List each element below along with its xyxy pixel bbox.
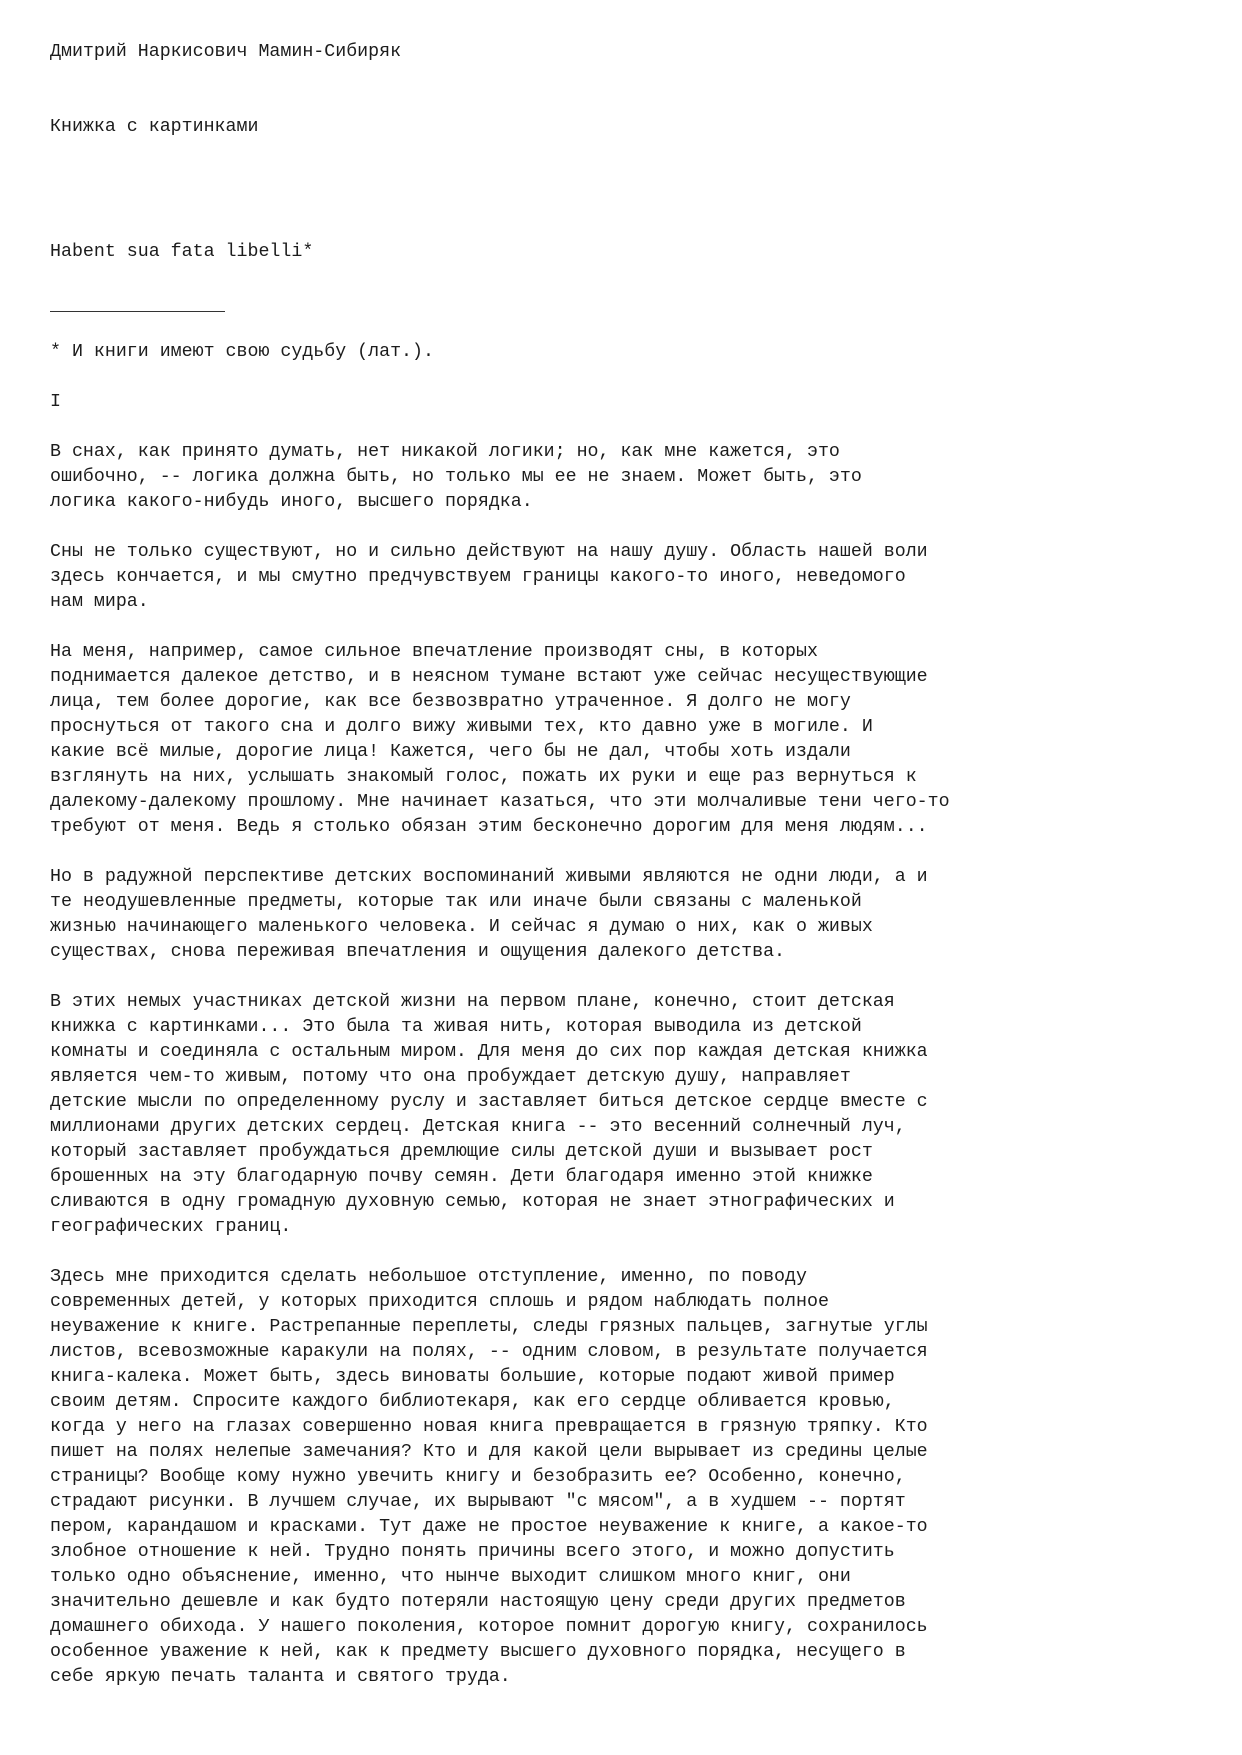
footnote-separator	[50, 311, 225, 312]
paragraph-line: ошибочно, -- логика должна быть, но только мы ее не знаем. Может быть, это	[50, 467, 862, 487]
paragraph	[50, 440, 862, 515]
paragraph-line: себе яркую печать таланта и святого труда.	[50, 1667, 511, 1687]
footnote: * И книги имеют свою судьбу (лат.).	[50, 342, 434, 362]
epigraph: Habent sua fata libelli*	[50, 242, 314, 262]
paragraph-line: поднимается далекое детство, и в неясном тумане встают уже сейчас несуществующие	[50, 667, 928, 687]
paragraph-line: является чем-то живым, потому что она пробуждает детскую душу, направляет	[50, 1067, 851, 1087]
paragraph-line: существах, снова переживая впечатления и ощущения далекого детства.	[50, 942, 786, 962]
paragraph-line: Сны не только существуют, но и сильно действуют на нашу душу. Область нашей воли	[50, 542, 928, 562]
paragraph-line: нам мира.	[50, 592, 149, 612]
paragraph-line: неуважение к книге. Растрепанные переплеты, следы грязных пальцев, загнутые углы	[50, 1317, 928, 1337]
paragraph-line: На меня, например, самое сильное впечатление производят сны, в которых	[50, 642, 818, 662]
paragraph	[50, 990, 928, 1240]
paragraph-line: детские мысли по определенному руслу и заставляет биться детское сердце вместе с	[50, 1092, 928, 1112]
paragraph-line: здесь кончается, и мы смутно предчувствуем границы какого-то иного, неведомого	[50, 567, 906, 587]
paragraph-line: злобное отношение к ней. Трудно понять причины всего этого, и можно допустить	[50, 1542, 895, 1562]
paragraph-line: Но в радужной перспективе детских воспоминаний живыми являются не одни люди, а и	[50, 867, 928, 887]
paragraph	[50, 1265, 928, 1690]
paragraph-line: своим детям. Спросите каждого библиотекаря, как его сердце обливается кровью,	[50, 1392, 895, 1412]
paragraph-line: пишет на полях нелепые замечания? Кто и для какой цели вырывает из средины целые	[50, 1442, 928, 1462]
paragraph-line: проснуться от такого сна и долго вижу живыми тех, кто давно уже в могиле. И	[50, 717, 873, 737]
paragraph-line: современных детей, у которых приходится сплошь и рядом наблюдать полное	[50, 1292, 829, 1312]
paragraph-line: жизнью начинающего маленького человека. И сейчас я думаю о них, как о живых	[50, 917, 873, 937]
paragraph-line: который заставляет пробуждаться дремлющие силы детской души и вызывает рост	[50, 1142, 873, 1162]
paragraph-line: миллионами других детских сердец. Детская книга -- это весенний солнечный луч,	[50, 1117, 906, 1137]
paragraph-line: комнаты и соединяла с остальным миром. Для меня до сих пор каждая детская книжка	[50, 1042, 928, 1062]
paragraph-line: брошенных на эту благодарную почву семян. Дети благодаря именно этой книжке	[50, 1167, 873, 1187]
paragraph-line: домашнего обихода. У нашего поколения, которое помнит дорогую книгу, сохранилось	[50, 1617, 928, 1637]
paragraph-line: листов, всевозможные каракули на полях, -- одним словом, в результате получается	[50, 1342, 928, 1362]
paragraph-line: страдают рисунки. В лучшем случае, их вырывают "с мясом", а в худшем -- портят	[50, 1492, 906, 1512]
paragraph-line: географических границ.	[50, 1217, 292, 1237]
paragraph-line: логика какого-нибудь иного, высшего порядка.	[50, 492, 533, 512]
paragraph-line: взглянуть на них, услышать знакомый голос, пожать их руки и еще раз вернуться к	[50, 767, 917, 787]
paragraph-line: Здесь мне приходится сделать небольшое отступление, именно, по поводу	[50, 1267, 807, 1287]
paragraph-line: книга-калека. Может быть, здесь виноваты большие, которые подают живой пример	[50, 1367, 895, 1387]
paragraph-line: В этих немых участниках детской жизни на первом плане, конечно, стоит детская	[50, 992, 895, 1012]
paragraph-line: значительно дешевле и как будто потеряли настоящую цену среди других предметов	[50, 1592, 906, 1612]
paragraph-line: лица, тем более дорогие, как все безвозвратно утраченное. Я долго не могу	[50, 692, 851, 712]
author-name: Дмитрий Наркисович Мамин-Сибиряк	[50, 42, 402, 62]
paragraph-line: требуют от меня. Ведь я столько обязан этим бесконечно дорогим для меня людям...	[50, 817, 928, 837]
paragraph-line: те неодушевленные предметы, которые так или иначе были связаны с маленькой	[50, 892, 862, 912]
paragraph-line: какие всё милые, дорогие лица! Кажется, чего бы не дал, чтобы хоть издали	[50, 742, 851, 762]
paragraph-line: далекому-далекому прошлому. Мне начинает казаться, что эти молчаливые тени чего-то	[50, 792, 950, 812]
paragraph-line: сливаются в одну громадную духовную семью, которая не знает этнографических и	[50, 1192, 895, 1212]
paragraph-line: особенное уважение к ней, как к предмету высшего духовного порядка, несущего в	[50, 1642, 906, 1662]
paragraph	[50, 640, 950, 840]
paragraph	[50, 540, 928, 615]
book-title: Книжка с картинками	[50, 117, 259, 137]
paragraph-line: когда у него на глазах совершенно новая книга превращается в грязную тряпку. Кто	[50, 1417, 928, 1437]
paragraph-line: только одно объяснение, именно, что нынче выходит слишком много книг, они	[50, 1567, 851, 1587]
paragraph-line: книжка с картинками... Это была та живая нить, которая выводила из детской	[50, 1017, 862, 1037]
paragraph	[50, 865, 928, 965]
paragraph-line: страницы? Вообще кому нужно увечить книгу и безобразить ее? Особенно, конечно,	[50, 1467, 906, 1487]
paragraph-line: пером, карандашом и красками. Тут даже не простое неуважение к книге, а какое-то	[50, 1517, 928, 1537]
paragraph-line: В снах, как принято думать, нет никакой логики; но, как мне кажется, это	[50, 442, 840, 462]
chapter-number: I	[50, 392, 61, 412]
